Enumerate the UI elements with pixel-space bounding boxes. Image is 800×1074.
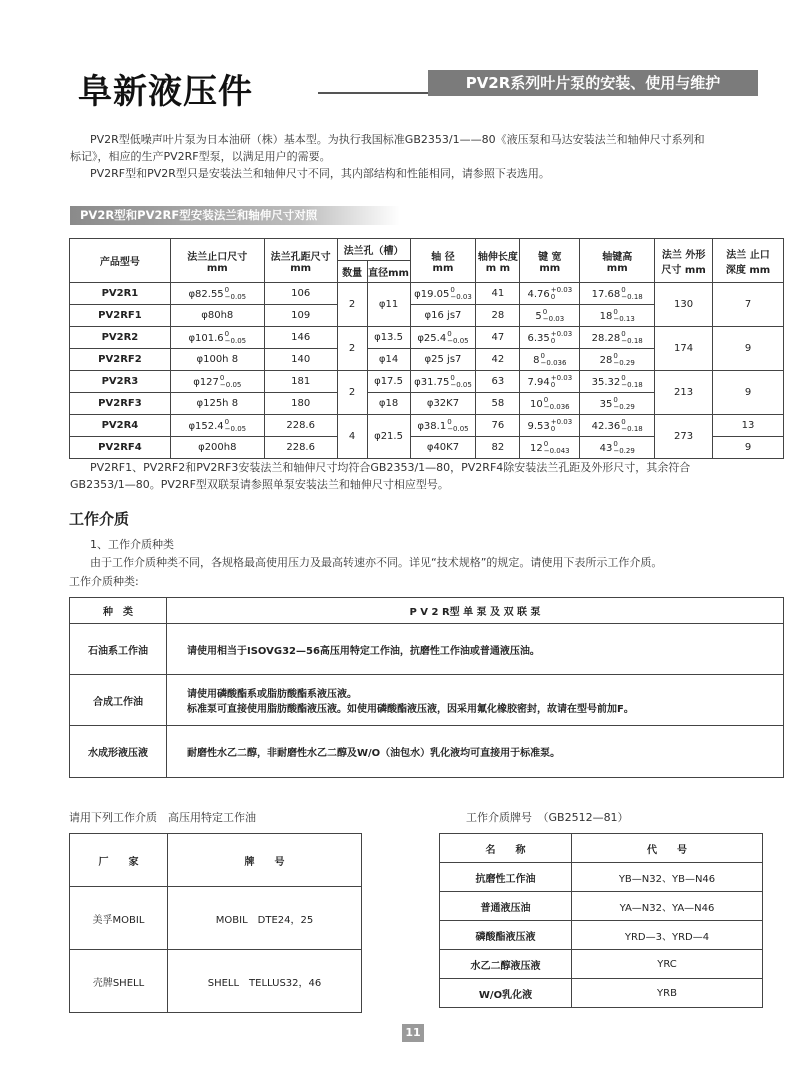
cell-shaft: φ25.40 −0.05	[410, 327, 476, 349]
cell-depth: 13	[713, 415, 784, 437]
th-hole-qty: 数量	[337, 261, 367, 283]
cell-pitch: 146	[264, 327, 337, 349]
cell-key-height: 180 −0.13	[580, 305, 655, 327]
cell-key-width: 7.94+0.03 0	[520, 371, 580, 393]
cell-outline: 174	[655, 327, 713, 371]
grade-table-caption: 工作介质牌号 （GB2512—81）	[466, 811, 629, 824]
cell-spigot: φ200h8	[170, 437, 264, 459]
cell-shaft-len: 42	[476, 349, 520, 371]
cell-key-height: 280 −0.29	[580, 349, 655, 371]
medium-table	[69, 597, 784, 778]
cell-key-height: 28.280 −0.18	[580, 327, 655, 349]
cell-spigot: φ125h 8	[170, 393, 264, 415]
cell-key-height: 350 −0.29	[580, 393, 655, 415]
cell-model: PV2RF4	[70, 437, 171, 459]
grade-code-1: YB—N32、YB—N46	[572, 863, 763, 892]
cell-shaft: φ40K7	[410, 437, 476, 459]
cell-hole: φ14	[367, 349, 410, 371]
cell-model: PV2R4	[70, 415, 171, 437]
cell-pitch: 181	[264, 371, 337, 393]
intro-line-1: PV2R型低噪声叶片泵为日本油研（株）基本型。为执行我国标准GB2353/1——80《液压泵和马达安装法兰和轴伸尺寸系列和	[90, 133, 705, 146]
medium-desc-1: 请使用相当于ISOVG32—56高压用特定工作油，抗磨性工作油或普通液压油。	[167, 624, 784, 675]
spec-table	[69, 238, 784, 459]
page-number: 11	[402, 1024, 424, 1042]
th-model: 产品型号	[70, 239, 171, 283]
medium-kind-3: 水成形液压液	[70, 726, 167, 778]
cell-depth: 9	[713, 371, 784, 415]
oil-table-caption: 请用下列工作介质 高压用特定工作油	[69, 811, 256, 824]
cell-shaft-len: 76	[476, 415, 520, 437]
spec-row	[70, 283, 784, 305]
cell-model: PV2RF3	[70, 393, 171, 415]
grade-name-3: 磷酸酯液压液	[440, 921, 572, 950]
medium-th-pv2r: P V 2 R型 单 泵 及 双 联 泵	[167, 598, 784, 624]
medium-desc-3: 耐磨性水乙二醇，非耐磨性水乙二醇及W/O（油包水）乳化液均可直接用于标准泵。	[167, 726, 784, 778]
th-depth: 法兰 止口 深度 mm	[713, 239, 784, 283]
medium-kind-1: 石油系工作油	[70, 624, 167, 675]
th-hole: 法兰孔（槽）	[337, 239, 410, 261]
cell-pitch: 106	[264, 283, 337, 305]
cell-spigot: φ1270 −0.05	[170, 371, 264, 393]
cell-key-height: 430 −0.29	[580, 437, 655, 459]
grade-code-4: YRC	[572, 950, 763, 979]
medium-sub1: 1、工作介质种类	[90, 538, 174, 551]
cell-key-height: 42.360 −0.18	[580, 415, 655, 437]
cell-shaft: φ38.10 −0.05	[410, 415, 476, 437]
cell-shaft: φ31.750 −0.05	[410, 371, 476, 393]
th-shaft: 轴 径 mm	[410, 239, 476, 283]
medium-th-kind: 种 类	[70, 598, 167, 624]
th-key-height: 轴键高 mm	[580, 239, 655, 283]
grade-name-1: 抗磨性工作油	[440, 863, 572, 892]
cell-key-width: 80 −0.036	[520, 349, 580, 371]
cell-shaft-len: 28	[476, 305, 520, 327]
cell-key-width: 50 −0.03	[520, 305, 580, 327]
cell-pitch: 109	[264, 305, 337, 327]
oil-th-brand: 牌 号	[168, 834, 362, 887]
cell-pitch: 140	[264, 349, 337, 371]
note-line-1: PV2RF1、PV2RF2和PV2RF3安装法兰和轴伸尺寸均符合GB2353/1—80，PV2RF4除安装法兰孔距及外形尺寸，其余符合	[90, 461, 691, 474]
th-hole-dia: 直径mm	[367, 261, 410, 283]
cell-key-width: 6.35+0.03 0	[520, 327, 580, 349]
cell-key-height: 35.320 −0.18	[580, 371, 655, 393]
grade-code-2: YA—N32、YA—N46	[572, 892, 763, 921]
grade-table	[439, 833, 763, 1008]
medium-desc-2: 请使用磷酸酯系或脂肪酸酯系液压液。 标准泵可直接使用脂肪酸酯液压液。如使用磷酸酯液压液，因采用氟化橡胶密封，故请在型号前加F。	[167, 675, 784, 726]
intro-line-2: 标记》，相应的生产PV2RF型泵，以满足用户的需要。	[70, 150, 331, 163]
cell-shaft-len: 82	[476, 437, 520, 459]
cell-outline: 213	[655, 371, 713, 415]
grade-th-code: 代 号	[572, 834, 763, 863]
cell-key-width: 9.53+0.03 0	[520, 415, 580, 437]
cell-pitch: 180	[264, 393, 337, 415]
cell-qty: 2	[337, 327, 367, 371]
spec-section-title: PV2R型和PV2RF型安装法兰和轴伸尺寸对照	[70, 206, 400, 225]
intro-paragraph	[70, 131, 790, 182]
cell-pitch: 228.6	[264, 437, 337, 459]
cell-hole: φ13.5	[367, 327, 410, 349]
note-line-2: GB2353/1—80。PV2RF型双联泵请参照单泵安装法兰和轴伸尺寸相应型号。	[70, 478, 449, 491]
cell-model: PV2R3	[70, 371, 171, 393]
oil-maker-1: 美孚MOBIL	[70, 887, 168, 950]
oil-brand-1: MOBIL DTE24，25	[168, 887, 362, 950]
spec-row	[70, 371, 784, 393]
cell-shaft: φ19.050 −0.03	[410, 283, 476, 305]
cell-spigot: φ152.40 −0.05	[170, 415, 264, 437]
grade-th-name: 名 称	[440, 834, 572, 863]
cell-depth: 7	[713, 283, 784, 327]
cell-model: PV2R1	[70, 283, 171, 305]
cell-key-height: 17.680 −0.18	[580, 283, 655, 305]
cell-shaft-len: 63	[476, 371, 520, 393]
cell-spigot: φ82.550 −0.05	[170, 283, 264, 305]
cell-hole: φ17.5	[367, 371, 410, 393]
cell-hole: φ18	[367, 393, 410, 415]
grade-code-3: YRD—3、YRD—4	[572, 921, 763, 950]
th-outline: 法兰 外形 尺寸 mm	[655, 239, 713, 283]
cell-qty: 2	[337, 283, 367, 327]
cell-depth: 9	[713, 327, 784, 371]
oil-maker-2: 壳牌SHELL	[70, 950, 168, 1013]
cell-model: PV2RF2	[70, 349, 171, 371]
cell-model: PV2R2	[70, 327, 171, 349]
header-banner: PV2R系列叶片泵的安装、使用与维护	[428, 70, 758, 96]
grade-name-2: 普通液压油	[440, 892, 572, 921]
cell-spigot: φ101.60 −0.05	[170, 327, 264, 349]
spec-row	[70, 415, 784, 437]
oil-brand-2: SHELL TELLUS32，46	[168, 950, 362, 1013]
oil-th-maker: 厂 家	[70, 834, 168, 887]
cell-key-width: 4.76+0.03 0	[520, 283, 580, 305]
medium-desc: 由于工作介质种类不同，各规格最高使用压力及最高转速亦不同。详见“技术规格”的规定。请使用下表所示工作介质。	[90, 556, 663, 569]
spec-row	[70, 327, 784, 349]
cell-model: PV2RF1	[70, 305, 171, 327]
cell-outline: 273	[655, 415, 713, 459]
th-spigot: 法兰止口尺寸 mm	[170, 239, 264, 283]
cell-hole: φ11	[367, 283, 410, 327]
th-pitch: 法兰孔距尺寸 mm	[264, 239, 337, 283]
th-shaft-len: 轴伸长度 m m	[476, 239, 520, 283]
grade-name-5: W/O乳化液	[440, 979, 572, 1008]
cell-shaft-len: 47	[476, 327, 520, 349]
grade-code-5: YRB	[572, 979, 763, 1008]
cell-key-width: 120 −0.043	[520, 437, 580, 459]
oil-table	[69, 833, 362, 1013]
cell-spigot: φ80h8	[170, 305, 264, 327]
cell-shaft: φ25 js7	[410, 349, 476, 371]
cell-shaft: φ16 js7	[410, 305, 476, 327]
cell-hole: φ21.5	[367, 415, 410, 459]
cell-depth: 9	[713, 437, 784, 459]
cell-outline: 130	[655, 283, 713, 327]
intro-line-3: PV2RF型和PV2R型只是安装法兰和轴伸尺寸不同，其内部结构和性能相同，请参照下表选用。	[90, 167, 550, 180]
cell-shaft-len: 58	[476, 393, 520, 415]
brand-title: 阜新液压件	[78, 72, 253, 112]
cell-key-width: 100 −0.036	[520, 393, 580, 415]
grade-name-4: 水乙二醇液压液	[440, 950, 572, 979]
th-key-width: 键 宽 mm	[520, 239, 580, 283]
cell-spigot: φ100h 8	[170, 349, 264, 371]
cell-shaft: φ32K7	[410, 393, 476, 415]
note-paragraph	[70, 459, 790, 493]
medium-heading: 工作介质	[69, 510, 130, 528]
medium-kind-2: 合成工作油	[70, 675, 167, 726]
cell-qty: 2	[337, 371, 367, 415]
medium-label: 工作介质种类:	[69, 575, 139, 588]
cell-shaft-len: 41	[476, 283, 520, 305]
cell-qty: 4	[337, 415, 367, 459]
cell-pitch: 228.6	[264, 415, 337, 437]
